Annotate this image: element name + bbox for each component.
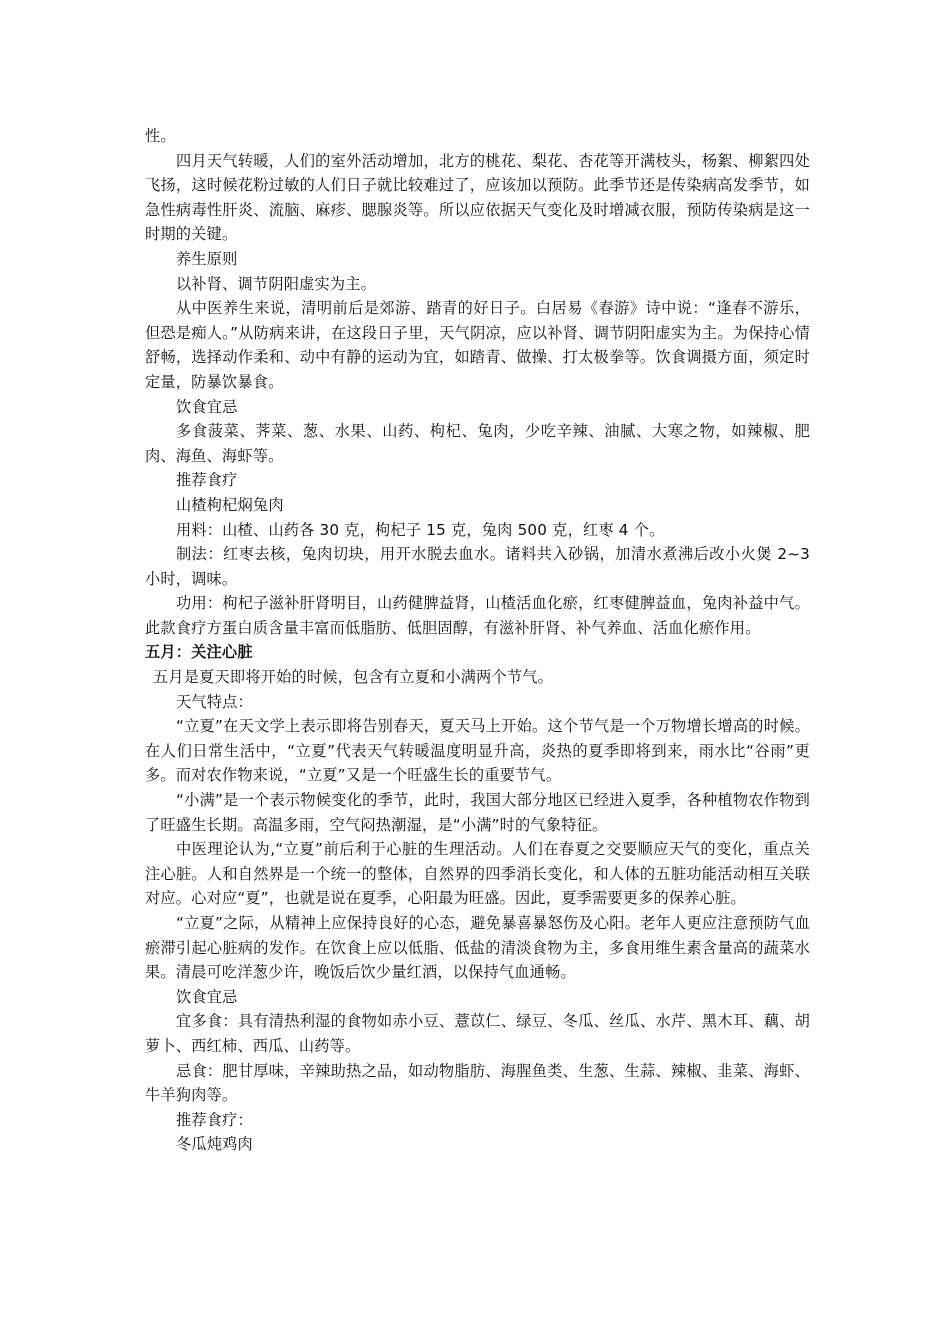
paragraph: 饮食宜忌 (176, 987, 238, 1006)
section-heading: 五月：关注心脏 (145, 643, 253, 662)
paragraph: 中医理论认为,“立夏”前后利于心脏的生理活动。人们在春夏之交要顺应天气的变化，重点关注心脏。人和自然界是一个统一的整体，自然界的四季消长变化，和人体的五脏功能活动相互关联对应。心对应“夏”，也就是说在夏季，心阳最为旺盛。因此，夏季需要更多的保养心脏。 (145, 840, 810, 908)
paragraph: 推荐食疗： (176, 1110, 253, 1129)
paragraph: 冬瓜炖鸡肉 (176, 1135, 253, 1154)
paragraph: “小满”是一个表示物候变化的季节，此时，我国大部分地区已经进入夏季，各种植物农作物到了旺盛生长期。高温多雨，空气闷热潮湿，是“小满”时的气象特征。 (145, 791, 810, 834)
paragraph: 推荐食疗 (176, 471, 238, 490)
paragraph: 制法：红枣去核，兔肉切块，用开水脱去血水。诸料共入砂锅，加清水煮沸后改小火煲 2~3 小时，调味。 (145, 545, 810, 588)
paragraph: 天气特点： (176, 692, 253, 711)
paragraph: “立夏”在天文学上表示即将告别春天，夏天马上开始。这个节气是一个万物增长增高的时候。在人们日常生活中，“立夏”代表天气转暖温度明显升高，炎热的夏季即将到来，雨水比“谷雨”更多。而对农作物来说，“立夏”又是一个旺盛生长的重要节气。 (145, 717, 810, 785)
paragraph: 养生原则 (176, 249, 238, 268)
paragraph: 用料：山楂、山药各 30 克，枸杞子 15 克，兔肉 500 克，红枣 4 个。 (176, 520, 665, 539)
paragraph: 从中医养生来说，清明前后是郊游、踏青的好日子。白居易《春游》诗中说：“逢春不游乐，但恐是痴人。”从防病来讲，在这段日子里，天气阴凉，应以补肾、调节阴阳虚实为主。为保持心情舒畅，选择动作柔和、动中有静的运动为宜，如踏青、做操、打太极拳等。饮食调摄方面，须定时定量，防暴饮暴食。 (145, 299, 810, 391)
paragraph: 宜多食：具有清热利湿的食物如赤小豆、薏苡仁、绿豆、冬瓜、丝瓜、水芹、黑木耳、藕、胡萝卜、西红柿、西瓜、山药等。 (145, 1012, 810, 1055)
paragraph: 功用：枸杞子滋补肝肾明目，山药健脾益肾，山楂活血化瘀，红枣健脾益血，兔肉补益中气。此款食疗方蛋白质含量丰富而低脂肪、低胆固醇，有滋补肝肾、补气养血、活血化瘀作用。 (145, 594, 810, 637)
paragraph: 饮食宜忌 (176, 397, 238, 416)
paragraph: 五月是夏天即将开始的时候，包含有立夏和小满两个节气。 (153, 668, 554, 687)
paragraph: 忌食：肥甘厚味，辛辣助热之品，如动物脂肪、海腥鱼类、生葱、生蒜、辣椒、韭菜、海虾、牛羊狗肉等。 (145, 1061, 810, 1105)
paragraph: “立夏”之际，从精神上应保持良好的心态，避免暴喜暴怒伤及心阳。老年人更应注意预防气血瘀滞引起心脏病的发作。在饮食上应以低脂、低盐的清淡食物为主，多食用维生素含量高的蔬菜水果。清晨可吃洋葱少许，晚饭后饮少量红酒，以保持气血通畅。 (145, 914, 810, 982)
paragraph: 性。 (145, 127, 176, 145)
paragraph: 四月天气转暖，人们的室外活动增加，北方的桃花、梨花、杏花等开满枝头，杨絮、柳絮四处飞扬，这时候花粉过敏的人们日子就比较难过了，应该加以预防。此季节还是传染病高发季节，如急性病毒性肝炎、流脑、麻疹、腮腺炎等。所以应依据天气变化及时增减衣服，预防传染病是这一时期的关键。 (145, 151, 810, 244)
paragraph: 以补肾、调节阴阳虚实为主。 (176, 274, 377, 293)
paragraph: 山楂枸杞焖兔肉 (176, 495, 284, 514)
paragraph: 多食菠菜、荠菜、葱、水果、山药、枸杞、兔肉，少吃辛辣、油腻、大寒之物，如辣椒、肥肉、海鱼、海虾等。 (145, 422, 810, 465)
document-body (145, 124, 810, 1157)
